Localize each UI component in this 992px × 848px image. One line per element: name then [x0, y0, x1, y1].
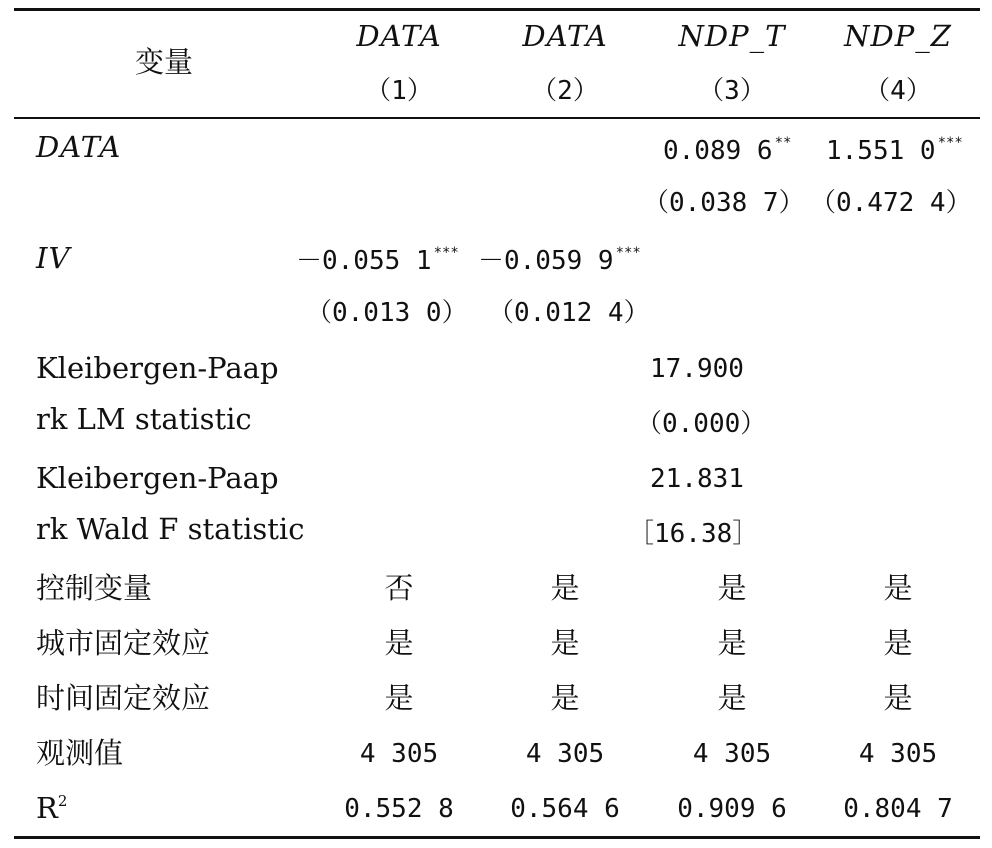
row-label-city-fe: 城市固定效应	[36, 626, 211, 660]
city-fe-col2: 是	[550, 626, 580, 660]
col4-header: NDP_Z	[844, 19, 952, 53]
r2-col3: 0.909 6	[677, 794, 787, 824]
significance-stars: ***	[615, 245, 641, 261]
data-coef-col3: 0.089 6 **	[663, 135, 792, 166]
kp-lm-pvalue: （0.000）	[636, 409, 767, 439]
bottom-rule	[14, 836, 980, 839]
r2-col4: 0.804 7	[843, 794, 953, 824]
time-fe-col3: 是	[717, 681, 747, 715]
col2-index: （2）	[531, 76, 599, 106]
row-label-time-fe: 时间固定效应	[36, 681, 211, 715]
iv-coef-col2: －0.059 9 ***	[478, 245, 641, 276]
data-se-col3: （0.038 7）	[643, 188, 805, 218]
col4-index: （4）	[864, 76, 932, 106]
row-label-data: DATA	[36, 130, 122, 164]
col3-index: （3）	[698, 76, 766, 106]
obs-col3: 4 305	[692, 739, 772, 769]
kp-wald-value: 21.831	[650, 464, 744, 494]
row-label-r-squared: $R^2$	[36, 791, 68, 825]
row-label-observations: 观测值	[36, 736, 124, 770]
col1-header: DATA	[356, 19, 442, 53]
city-fe-col4: 是	[883, 626, 913, 660]
data-se-col4: （0.472 4）	[810, 188, 972, 218]
kp-lm-value: 17.900	[650, 354, 744, 384]
time-fe-col4: 是	[883, 681, 913, 715]
variable-header: 变量	[134, 45, 194, 79]
iv-coef-col1: －0.055 1 ***	[296, 245, 459, 276]
row-label-kp-wald-1: Kleibergen-Paap	[36, 461, 279, 495]
obs-col2: 4 305	[525, 739, 605, 769]
data-coef-col4: 1.551 0 ***	[826, 135, 963, 166]
controls-col4: 是	[883, 571, 913, 605]
row-label-kp-lm-2: rk LM statistic	[36, 402, 252, 436]
time-fe-col2: 是	[550, 681, 580, 715]
row-label-controls: 控制变量	[36, 571, 153, 605]
controls-col2: 是	[550, 571, 580, 605]
city-fe-col1: 是	[384, 626, 414, 660]
iv-se-col1: （0.013 0）	[306, 298, 468, 328]
obs-col1: 4 305	[359, 739, 439, 769]
r2-col1: 0.552 8	[344, 794, 454, 824]
col1-index: （1）	[365, 76, 433, 106]
controls-col1: 否	[384, 571, 414, 605]
header-rule	[14, 117, 980, 119]
col2-header: DATA	[522, 19, 608, 53]
r2-col2: 0.564 6	[510, 794, 620, 824]
time-fe-col1: 是	[384, 681, 414, 715]
city-fe-col3: 是	[717, 626, 747, 660]
row-label-kp-lm-1: Kleibergen-Paap	[36, 351, 279, 385]
significance-stars: ***	[937, 135, 963, 151]
obs-col4: 4 305	[858, 739, 938, 769]
top-rule	[14, 8, 980, 11]
col3-header: NDP_T	[678, 19, 786, 53]
row-label-kp-wald-2: rk Wald F statistic	[36, 512, 305, 546]
controls-col3: 是	[717, 571, 747, 605]
kp-wald-critical: ［16.38］	[628, 519, 759, 549]
row-label-iv: IV	[36, 241, 71, 275]
iv-se-col2: （0.012 4）	[488, 298, 650, 328]
significance-stars: ***	[433, 245, 459, 261]
significance-stars: **	[774, 135, 792, 151]
